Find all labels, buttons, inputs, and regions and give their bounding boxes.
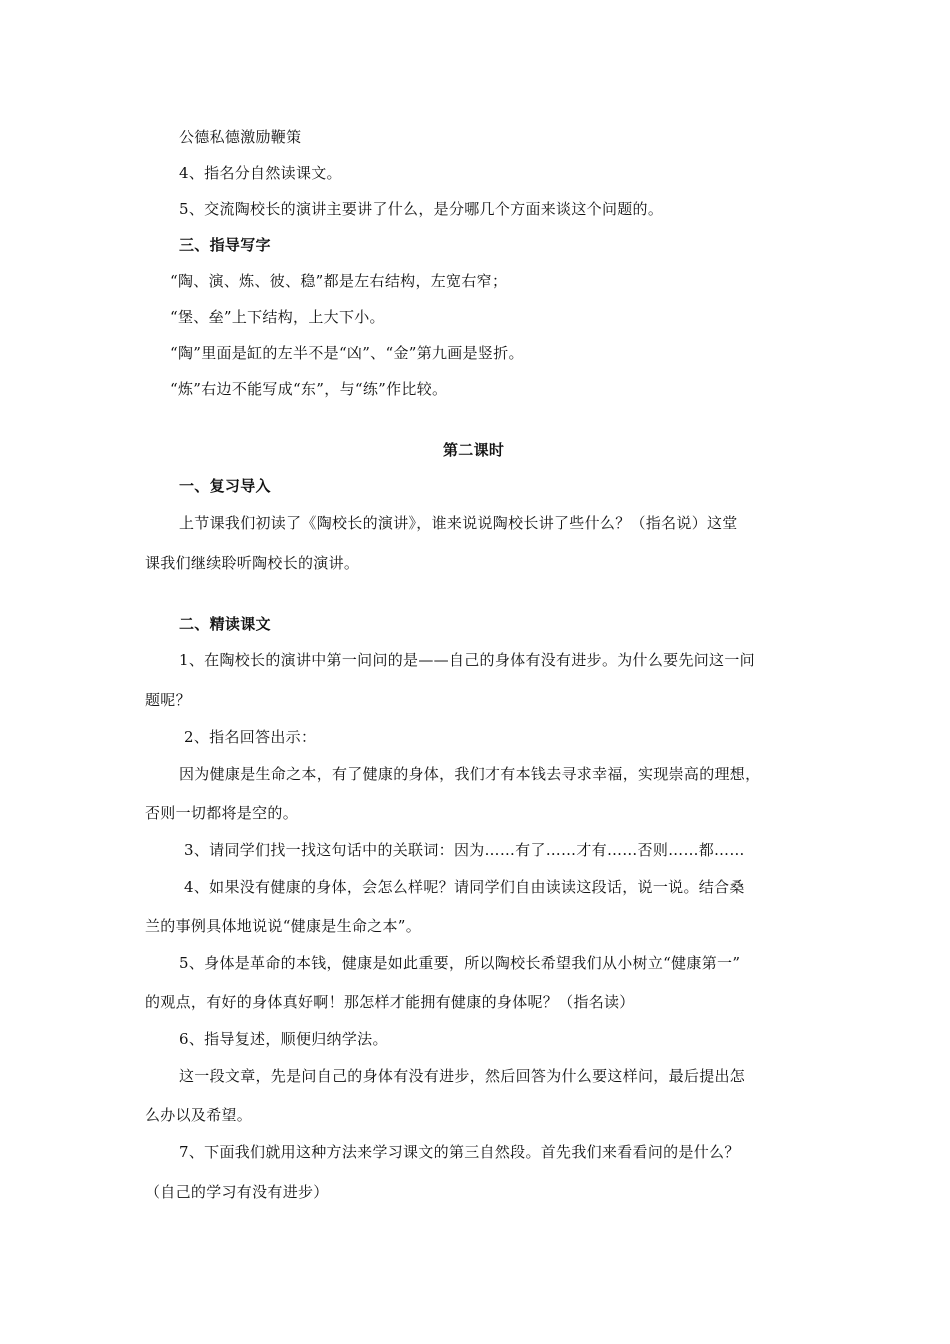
- text-line-5: “陶、演、炼、彼、稳”都是左右结构，左宽右窄；: [170, 272, 508, 290]
- text-line-24: 6、指导复述，顺便归纳学法。: [179, 1030, 388, 1048]
- text-line-2: 4、指名分自然读课文。: [179, 164, 342, 182]
- text-line-1: 公德私德激励鞭策: [179, 128, 302, 146]
- text-line-11: 上节课我们初读了《陶校长的演讲》，谁来说说陶校长讲了些什么？（指名说）这堂: [179, 514, 738, 532]
- text-line-3: 5、交流陶校长的演讲主要讲了什么，是分哪几个方面来谈这个问题的。: [179, 200, 664, 218]
- text-line-19: 3、请同学们找一找这句话中的关联词：因为……有了……才有……否则……都……: [184, 841, 745, 859]
- text-line-8: “炼”右边不能写成“东”，与“练”作比较。: [170, 380, 448, 398]
- section-heading-review: 一、复习导入: [179, 477, 271, 495]
- text-line-17: 因为健康是生命之本，有了健康的身体，我们才有本钱去寻求幸福，实现崇高的理想，: [179, 765, 761, 783]
- lesson-title: 第二课时: [443, 441, 505, 459]
- text-line-22: 5、身体是革命的本钱，健康是如此重要，所以陶校长希望我们从小树立“健康第一”: [179, 954, 741, 972]
- text-line-12: 课我们继续聆听陶校长的演讲。: [145, 554, 360, 572]
- text-line-25: 这一段文章，先是问自己的身体有没有进步，然后回答为什么要这样问，最后提出怎: [179, 1067, 746, 1085]
- text-line-23: 的观点，有好的身体真好啊！那怎样才能拥有健康的身体呢？（指名读）: [145, 993, 635, 1011]
- text-line-28: （自己的学习有没有进步）: [145, 1183, 329, 1201]
- section-heading-writing: 三、指导写字: [179, 236, 271, 254]
- text-line-7: “陶”里面是缸的左半不是“凶”、“金”第九画是竖折。: [170, 344, 524, 362]
- text-line-21: 兰的事例具体地说说“健康是生命之本”。: [145, 917, 422, 935]
- text-line-27: 7、下面我们就用这种方法来学习课文的第三自然段。首先我们来看看问的是什么？: [179, 1143, 740, 1161]
- text-line-26: 么办以及希望。: [145, 1106, 253, 1124]
- text-line-15: 题呢？: [145, 691, 191, 709]
- text-line-6: “堡、垒”上下结构，上大下小。: [170, 308, 385, 326]
- text-line-20: 4、如果没有健康的身体，会怎么样呢？请同学们自由读读这段话，说一说。结合桑: [184, 878, 745, 896]
- text-line-18: 否则一切都将是空的。: [145, 804, 299, 822]
- section-heading-reading: 二、精读课文: [179, 615, 271, 633]
- text-line-14: 1、在陶校长的演讲中第一问问的是——自己的身体有没有进步。为什么要先问这一问: [179, 651, 755, 669]
- text-line-16: 2、指名回答出示：: [184, 728, 317, 746]
